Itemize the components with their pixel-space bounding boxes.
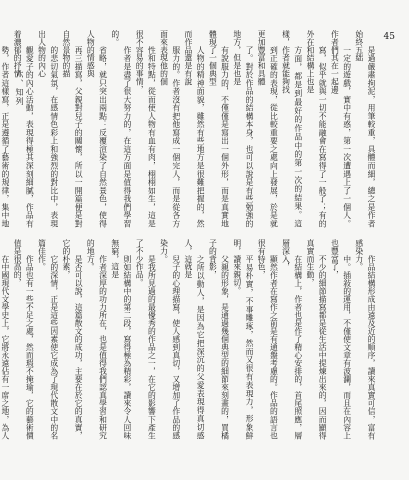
running-head: 六、知列 [15,70,24,106]
text-line: 寫，似乎就與一切不能融會在寫得了一般了；有的外在和結構上也是 [305,30,328,227]
text-line: 的悲切氣氛，在感情色彩上和強烈的對比中，表現出人物的內心 [37,30,59,227]
text-line: 則如結構中的第二段，寫得極為精彩，讀來令人回味無窮，這是 [110,239,132,439]
text-line: 服力的。作者沒有把他寫成一個完人，而是從各方面來表現他的個 [159,30,181,227]
text-line: 是我所見過的最優秀的作品之一，在它的影響下產生了不少作品。 [135,239,157,439]
text-line: 是過嚴肅拘泥，用筆較重，具體而細，總之是作者始終五絀 [354,30,376,227]
text-line: 不少的細節描寫都是從生活中提煉出來的，因而顯得真實而生動， [305,239,328,439]
text-line: 作品也有一些不足之處，然而瑕不掩瑜，它的藝術價值是很高的， [13,239,35,439]
text-line: 在結構上，作者也是作了精心安排的，首尾照應，層層深入， [281,239,303,439]
page-number: 45 [383,32,395,42]
text-line: 兒子的心理描寫，使人感到真切，又增加了作品的感染力。 [159,239,181,439]
text-line: 方面，都是到最好的作品中的第一次的結果。這樣，作者就能夠找 [281,30,303,227]
text-line: 觀愛子的內心活動，表現得極其深刻細膩，作品有着濃郁的抒情 [13,30,35,227]
text-line: 到正確的表現，從比較重要之處向上發展，於是就更加豐富和具體 [257,30,279,227]
text-line: 父親的形象，是通過幾個典型的細節來刻畫的，買橘子的背影， [208,239,230,439]
text-line: 顯然作者在寫作之前是有通盤考慮的。作品的語言也很有特色， [257,239,279,439]
text-line: 了。對於作品的結構本身，也可以說是有些勉強的地方，但是也是 [232,30,254,227]
text-line: 性和特點，從而使人物有血有肉，栩栩如生，這是很不容易的事情， [135,30,157,227]
text-line: 人物的精神面貌，雖然有些地方是很難把握的，然而作品還是有說 [183,30,206,227]
lower-text-block [0,239,377,439]
text-line: 作者是盡了很大努力的，在這方面是值得我們學習的。 [110,30,132,227]
text-line: 是否可以說，這篇散文的成功，主要在於它的真實，它的朴素， [61,239,84,439]
text-line: 再三描寫，父親對兒子的關懷，所以一開篇便是對自然景物的描 [61,30,84,227]
text-line: 中。插敍的運用，不僅使文章有波瀾，而且在內容上也豐富了， [330,239,352,439]
text-line: 作者深厚的功力所在，也是值得我們認真學習和研究的地方。 [86,239,108,439]
text-line: 作品結構形成由遠及近的順序，讀來真實可信，富有感染力。 [354,239,376,439]
text-line: 一定的遊戲，實中有惑，第一次遭遇上了一個人。作者們其在一起邊 [330,30,352,227]
text-line: 省略，就只突出兩點：反覆渲染了自然景色，使得人物的情感與 [86,30,108,227]
text-line: 勢，作者這樣寫，正是遵循了藝術的規律，集中地 [0,45,10,227]
text-line: 之所以動人，是因為它把深沉的父愛表現得真切感人，這就是 [183,239,206,439]
text-line: 它的深情，正是這些因素使它成為了現代散文中的名篇佳作。 [37,239,59,439]
text-line: 在中國現代文學史上，它將永遠佔有一席之地，為人 [0,254,10,439]
text-line: 平易朴實，不事雕琢，然而又很有表現力，形象鮮明，讀來親切。 [232,239,254,439]
text-line: 有說服力的，不僅僅是寫出一個外形，而是真實地體現了一個典型 [208,30,230,227]
